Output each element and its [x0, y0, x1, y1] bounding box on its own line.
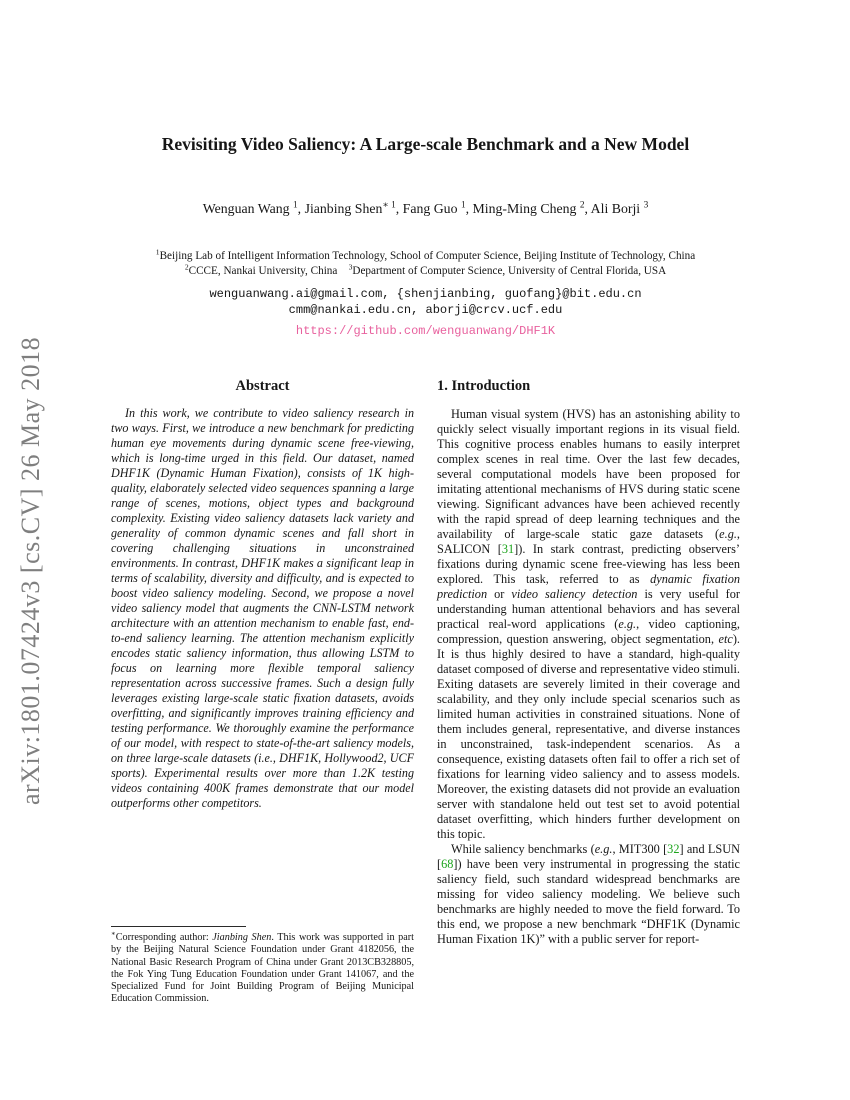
text-segment: 2: [184, 262, 189, 272]
text-segment: Jianbing Shen: [212, 932, 272, 943]
text-segment: CCCE, Nankai University, China: [188, 265, 349, 277]
text-segment: , Ali Borji: [584, 201, 644, 216]
text-segment: 3: [643, 200, 649, 211]
text-segment: 1: [460, 200, 466, 211]
abstract-heading: Abstract: [235, 378, 290, 394]
text-segment: e.g.: [719, 527, 737, 541]
citation-link[interactable]: 31: [501, 542, 515, 556]
text-segment: ∗: [111, 930, 116, 938]
introduction-paragraph-1: [437, 407, 740, 842]
text-segment: 1: [155, 247, 160, 257]
text-segment: dynamic fixation prediction: [437, 572, 740, 601]
text-segment: is very useful for understanding human attentional behaviors and has several practical real-word applications (: [437, 587, 740, 631]
text-segment: , video captioning, compression, question answering, object segmentation,: [437, 617, 741, 646]
text-segment: , Ming-Ming Cheng: [465, 201, 580, 216]
paper-content: [111, 0, 741, 1005]
text-segment: Corresponding author:: [115, 932, 213, 943]
text-segment: Beijing Lab of Intelligent Information Technology, School of Computer Science, Beijing Institute of Technology, China: [159, 250, 696, 262]
text-segment: e.g.: [594, 842, 613, 856]
text-segment: Department of Computer Science, University of Central Florida, USA: [352, 265, 667, 277]
text-segment: Human visual system (HVS) has an astonishing ability to quickly select visually important regions in its visual field. This cognitive process enables humans to easily interpret complex scenes in real time. Over the last few decades, several computational models have been proposed for imitating attentional mechanisms of HVS during static scene viewing. Significant advances have been achieved recently with the rapid spread of deep learning techniques and the availability of large-scale static gaze datasets (: [437, 407, 740, 541]
affiliation-line-1: [111, 249, 740, 264]
text-segment: or: [487, 587, 512, 601]
email-line-1: wenguanwang.ai@gmail.com, {shenjianbing, guofang}@bit.edu.cn: [209, 287, 642, 301]
text-segment: Wenguan Wang: [202, 201, 293, 216]
text-segment: ). It is thus highly desired to have a standard, high-quality dataset composed of diverse and representative video stimuli. Exiting datasets are severely limited in their coverage and scalability, and they only include special scenarios such as limited human activities in constrained situations. None of them includes general, representative, and diverse instances in unconstrained, task-independent scenarios. As a consequence, existing datasets often fail to offer a rich set of fixations for learning video saliency and to assess models. Moreover, the existing datasets did not provide an evaluation server with standalone held out test set to avoid potential dataset overfitting, which hinders further development on this topic.: [437, 632, 740, 841]
text-segment: , SALICON [: [437, 527, 740, 556]
project-link[interactable]: https://github.com/wenguanwang/DHF1K: [295, 324, 556, 338]
text-segment: etc: [718, 632, 733, 646]
introduction-paragraph-2: [437, 842, 740, 947]
text-segment: ∗ 1: [382, 200, 396, 211]
email-line-2: cmm@nankai.edu.cn, aborji@crcv.ucf.edu: [288, 303, 563, 317]
two-column-body: [111, 377, 740, 947]
abstract-text: In this work, we contribute to video saliency research in two ways. First, we introduce a new benchmark for predicting human eye movements during dynamic scene free-viewing, which is long-time urged in this field. Our dataset, named DHF1K (Dynamic Human Fixation), consists of 1K high-quality, elaborately selected video sequences spanning a large range of scenes, motions, object types and background complexity. Existing video saliency datasets lack variety and generality of common dynamic scenes and fall short in covering challenging situations in unconstrained environments. In contrast, DHF1K makes a significant leap in terms of scalability, diversity and difficulty, and is expected to boost video saliency modeling. Second, we propose a novel video saliency model that augments the CNN-LSTM network architecture with an attention mechanism to enable fast, end-to-end saliency learning. The attention mechanism explicitly encodes static saliency information, thus allowing LSTM to focus on learning more flexible temporal saliency representation across successive frames. Such a design fully leverages existing large-scale static fixation datasets, avoids overfitting, and significantly improves training efficiency and testing performance. We thoroughly examine the performance of our model, with respect to state-of-the-art saliency models, on three large-scale datasets (i.e., DHF1K, Hollywood2, UCF sports). Experimental results over more than 1.2K testing videos containing 400K frames demonstrate that our model outperforms other competitors.: [111, 406, 414, 810]
text-segment: e.g.: [618, 617, 637, 631]
text-segment: ] and LSUN [: [437, 842, 740, 871]
text-segment: . This work was supported in part by the Beijing Natural Science Foundation under Grant 4182056, the National Basic Research Program of China under Grant 2013CB328805, the Fok Ying Tung Education Foundation under Grant 141067, and the Specialized Fund for Joint Building Program of Beijing Municipal Education Commission.: [111, 932, 414, 1005]
text-segment: video saliency detection: [511, 587, 638, 601]
arxiv-watermark: arXiv:1801.07424v3 [cs.CV] 26 May 2018: [16, 336, 45, 805]
text-segment: , Fang Guo: [395, 201, 461, 216]
left-column: [111, 377, 414, 947]
footnote-block: [111, 926, 414, 1006]
citation-link[interactable]: 32: [667, 842, 680, 856]
footnote-text: [111, 932, 414, 1006]
citation-link[interactable]: 68: [441, 857, 454, 871]
paper-title: Revisiting Video Saliency: A Large-scale Benchmark and a New Model: [161, 134, 690, 154]
text-segment: 3: [348, 262, 353, 272]
text-segment: While saliency benchmarks (: [451, 842, 595, 856]
text-segment: ]) have been very instrumental in progressing the static saliency field, such standard widespread benchmarks are missing for video saliency modeling. We believe such benchmarks are highly needed to move the field forward. To this end, we propose a new benchmark “DHF1K (Dynamic Human Fixation 1K)” with a public server for report-: [437, 857, 740, 946]
footnote-rule: [111, 926, 246, 927]
text-segment: , Jianbing Shen: [297, 201, 383, 216]
text-segment: ]). In stark contrast, predicting observers’ fixations during dynamic scene free-viewing has less been explored. This task, referred to as: [437, 542, 740, 586]
author-line: [111, 200, 740, 218]
text-segment: 2: [579, 200, 585, 211]
text-segment: 1: [292, 200, 298, 211]
introduction-heading: 1. Introduction: [437, 378, 531, 394]
right-column: [437, 377, 740, 947]
affiliation-line-2: [111, 264, 740, 279]
text-segment: , MIT300 [: [612, 842, 668, 856]
project-link-row: [111, 323, 740, 339]
